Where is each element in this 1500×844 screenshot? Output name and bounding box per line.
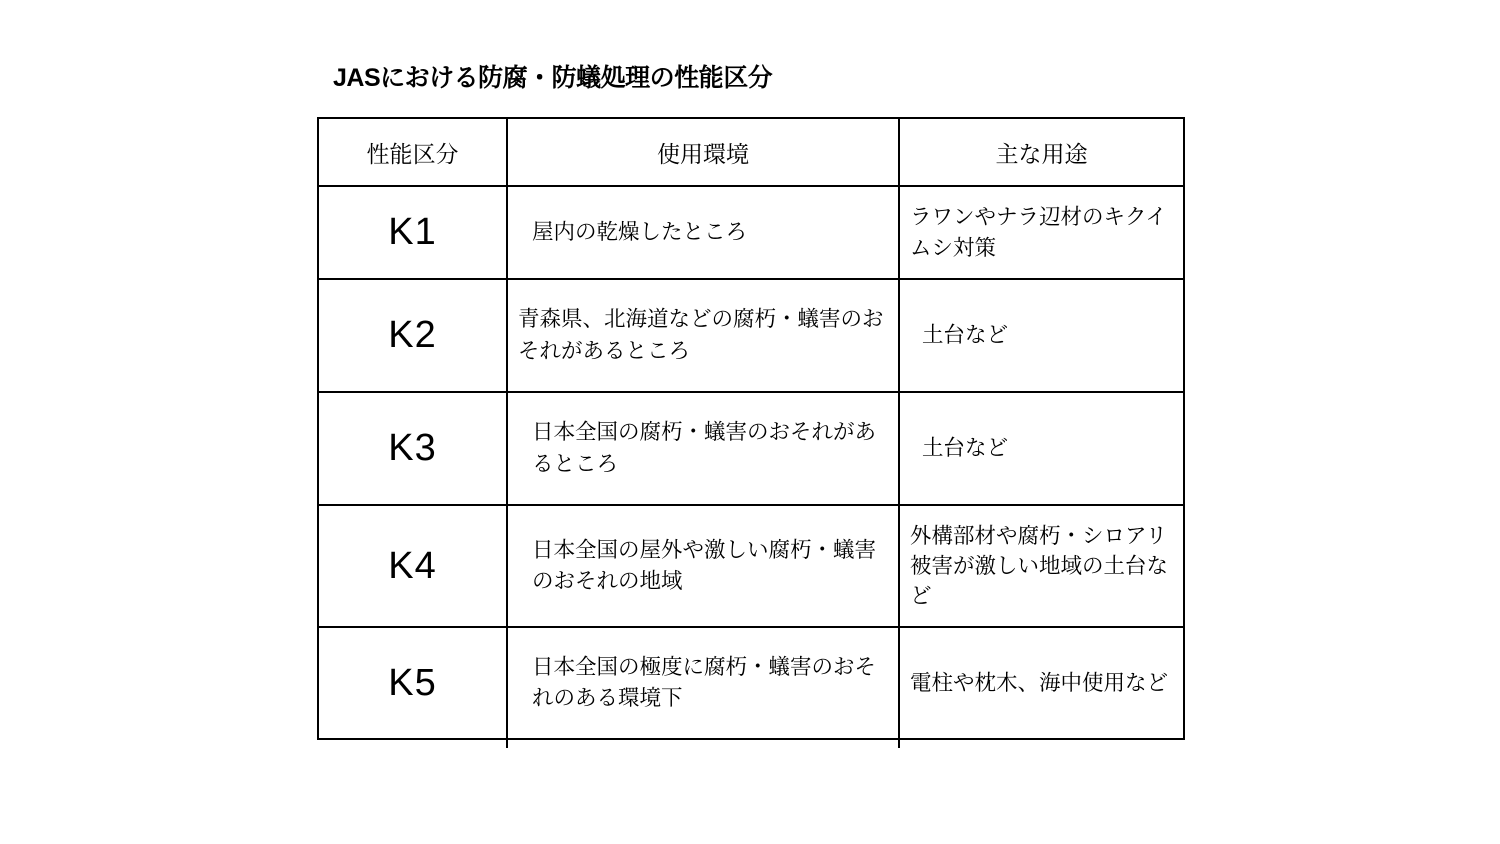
cell-grade: K5 <box>318 627 507 739</box>
page-title: JASにおける防腐・防蟻処理の性能区分 <box>333 64 773 92</box>
table-row <box>318 505 1184 627</box>
table-row <box>318 627 1184 739</box>
cell-environment: 青森県、北海道などの腐朽・蟻害のおそれがあるところ <box>507 279 899 392</box>
cell-use: 土台など <box>899 392 1184 505</box>
cell-grade: K3 <box>318 392 507 505</box>
cell-environment: 日本全国の屋外や激しい腐朽・蟻害のおそれの地域 <box>507 505 899 627</box>
cell-use: ラワンやナラ辺材のキクイムシ対策 <box>899 186 1184 279</box>
cell-grade: K4 <box>318 505 507 627</box>
table-row <box>318 279 1184 392</box>
cell-use: 電柱や枕木、海中使用など <box>899 627 1184 739</box>
column-header-grade: 性能区分 <box>318 118 507 186</box>
table-header-row <box>318 118 1184 186</box>
cell-environment: 日本全国の腐朽・蟻害のおそれがあるところ <box>507 392 899 505</box>
cell-grade: K2 <box>318 279 507 392</box>
cell-environment: 日本全国の極度に腐朽・蟻害のおそれのある環境下 <box>507 627 899 739</box>
cell-use: 外構部材や腐朽・シロアリ被害が激しい地域の土台など <box>899 505 1184 627</box>
table-row <box>318 392 1184 505</box>
column-rule-extension-right <box>898 726 900 748</box>
column-header-environment: 使用環境 <box>507 118 899 186</box>
cell-environment: 屋内の乾燥したところ <box>507 186 899 279</box>
cell-grade: K1 <box>318 186 507 279</box>
cell-use: 土台など <box>899 279 1184 392</box>
column-header-use: 主な用途 <box>899 118 1184 186</box>
performance-table-container <box>317 117 1183 740</box>
column-rule-extension-left <box>506 726 508 748</box>
performance-table <box>317 117 1185 740</box>
table-row <box>318 186 1184 279</box>
